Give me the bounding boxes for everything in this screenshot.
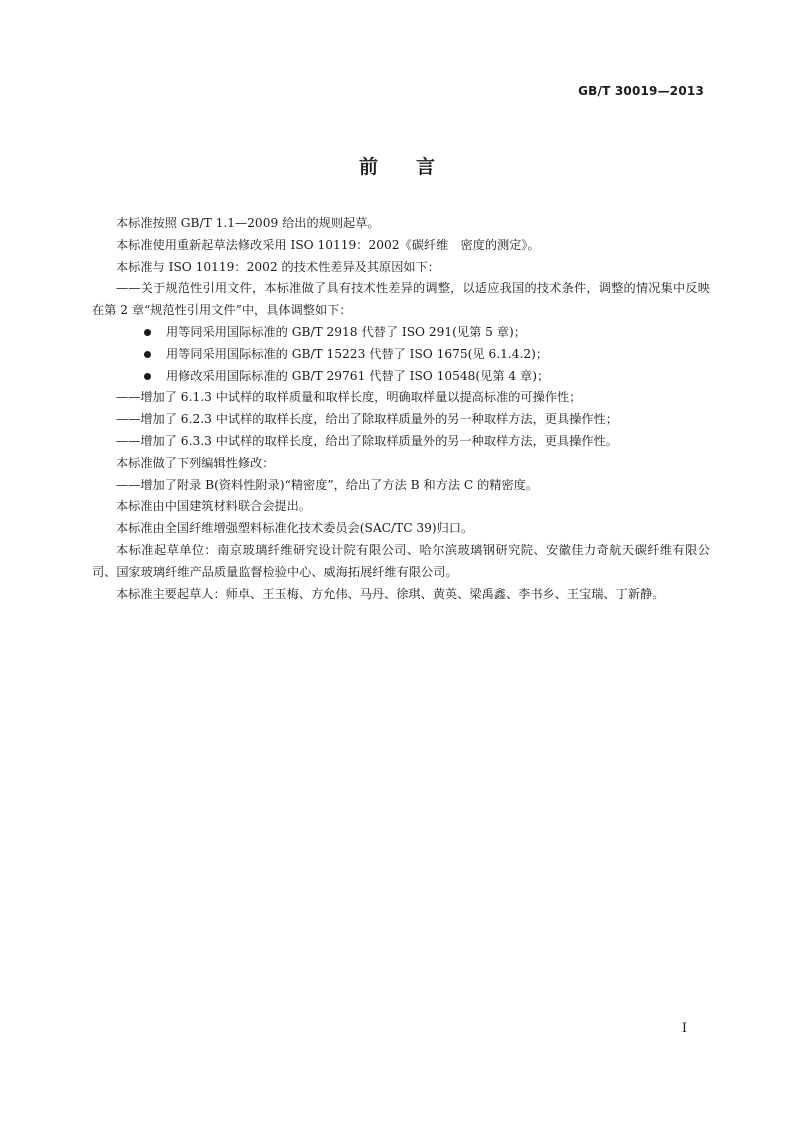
paragraph-technical-committee: 本标准由全国纤维增强塑料标准化技术委员会(SAC/TC 39)归口。	[116, 521, 474, 536]
paragraph-editorial-changes: 本标准做了下列编辑性修改：	[116, 455, 275, 470]
dash-item-normative-references: ——关于规范性引用文件，本标准做了具有技术性差异的调整，以适应我国的技术条件，调整的情况集中反映在第 2 章“规范性引用文件”中，具体调整如下：	[92, 281, 710, 318]
bullet-icon	[144, 373, 151, 380]
bullet-item-text: 用等同采用国际标准的 GB/T 15223 代替了 ISO 1675(见 6.1.4.2)；	[166, 346, 549, 361]
paragraph-main-drafters: 本标准主要起草人：师卓、王玉梅、方允伟、马丹、徐琪、黄英、梁禹鑫、李书乡、王宝瑞、丁新静。	[116, 586, 665, 601]
dash-item-6-3-3: ——增加了 6.3.3 中试样的取样长度，给出了除取样质量外的另一种取样方法，更具操作性。	[116, 433, 618, 448]
bullet-icon	[144, 329, 151, 336]
paragraph-adoption-method: 本标准使用重新起草法修改采用 ISO 10119：2002《碳纤维 密度的测定》。	[116, 237, 540, 252]
dash-item-annex-b: ——增加了附录 B(资料性附录)“精密度”，给出了方法 B 和方法 C 的精密度。	[116, 477, 539, 492]
bullet-item	[92, 322, 710, 344]
paragraph-technical-differences: 本标准与 ISO 10119：2002 的技术性差异及其原因如下：	[116, 259, 440, 274]
dash-item-6-2-3: ——增加了 6.2.3 中试样的取样长度，给出了除取样质量外的另一种取样方法，更具操作性；	[116, 412, 618, 427]
foreword-body	[92, 213, 710, 605]
bullet-item	[92, 366, 710, 388]
bullet-item-text: 用等同采用国际标准的 GB/T 2918 代替了 ISO 291(见第 5 章)；	[166, 324, 526, 339]
page-title: 前言	[358, 156, 473, 178]
bullet-item-text: 用修改采用国际标准的 GB/T 29761 代替了 ISO 10548(见第 4 章)；	[166, 368, 550, 383]
bullet-icon	[144, 351, 151, 358]
bullet-item	[92, 344, 710, 366]
page-number: I	[681, 1021, 687, 1036]
dash-item-6-1-3: ——增加了 6.1.3 中试样的取样质量和取样长度，明确取样量以提高标准的可操作性；	[116, 390, 582, 405]
paragraph-drafting-rules: 本标准按照 GB/T 1.1—2009 给出的规则起草。	[116, 216, 380, 230]
paragraph-drafting-units: 本标准起草单位：南京玻璃纤维研究设计院有限公司、哈尔滨玻璃钢研究院、安徽佳力奇航天碳纤维有限公司、国家玻璃纤维产品质量监督检验中心、威海拓展纤维有限公司。	[92, 542, 710, 579]
paragraph-proposer: 本标准由中国建筑材料联合会提出。	[116, 499, 311, 514]
standard-code: GB/T 30019—2013	[578, 84, 704, 98]
